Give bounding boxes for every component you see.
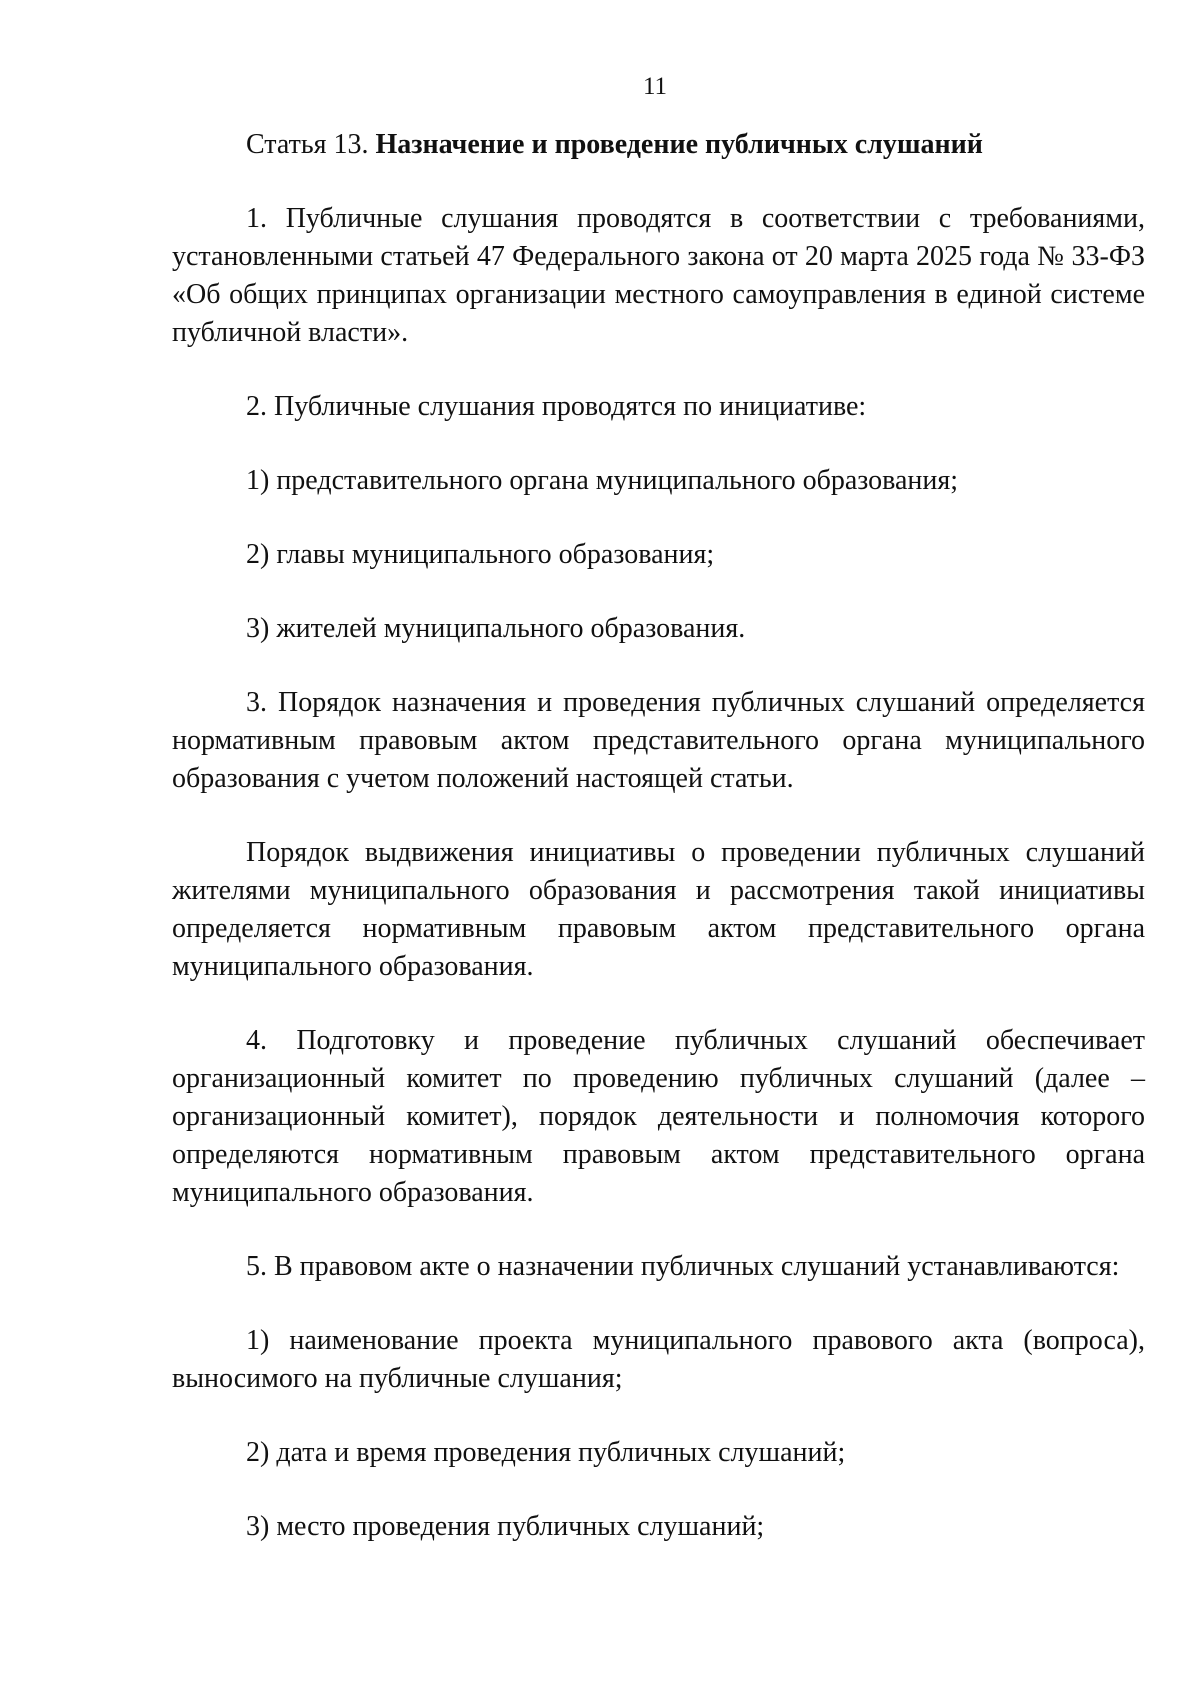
list-item-initiative-2: 2) главы муниципального образования; xyxy=(246,539,715,570)
paragraph-4: 4. Подготовку и проведение публичных слушаний обеспечивает организационный комитет по проведению публичных слушаний (далее – организационный комитет), порядок деятельности и полномочия которого определяются нормативным правовым актом представительного органа муниципального образования. xyxy=(172,1025,1145,1208)
document-body xyxy=(172,126,1145,1582)
list-item-act-3: 3) место проведения публичных слушаний; xyxy=(246,1511,765,1542)
paragraph-3: 3. Порядок назначения и проведения публичных слушаний определяется нормативным правовым актом представительного органа муниципального образования с учетом положений настоящей статьи. xyxy=(172,687,1145,794)
article-title: Назначение и проведение публичных слушаний xyxy=(375,129,983,160)
list-item-act-1: 1) наименование проекта муниципального правового акта (вопроса), выносимого на публичные слушания; xyxy=(172,1325,1145,1394)
paragraph-5: 5. В правовом акте о назначении публичных слушаний устанавливаются: xyxy=(246,1251,1120,1282)
paragraph-2: 2. Публичные слушания проводятся по инициативе: xyxy=(246,391,867,422)
article-heading xyxy=(172,126,1145,164)
page-number: 11 xyxy=(642,73,668,100)
list-item-initiative-1: 1) представительного органа муниципального образования; xyxy=(246,465,959,496)
paragraph-1: 1. Публичные слушания проводятся в соответствии с требованиями, установленными статьей 47 Федерального закона от 20 марта 2025 года № 33-ФЗ «Об общих принципах организации местного самоуправления в единой системе публичной власти». xyxy=(172,203,1145,348)
article-prefix: Статья 13. xyxy=(246,129,376,160)
list-item-initiative-3: 3) жителей муниципального образования. xyxy=(246,613,746,644)
paragraph-3-continued: Порядок выдвижения инициативы о проведении публичных слушаний жителями муниципального образования и рассмотрения такой инициативы определяется нормативным правовым актом представительного органа муниципального образования. xyxy=(172,837,1145,982)
list-item-act-2: 2) дата и время проведения публичных слушаний; xyxy=(246,1437,846,1468)
